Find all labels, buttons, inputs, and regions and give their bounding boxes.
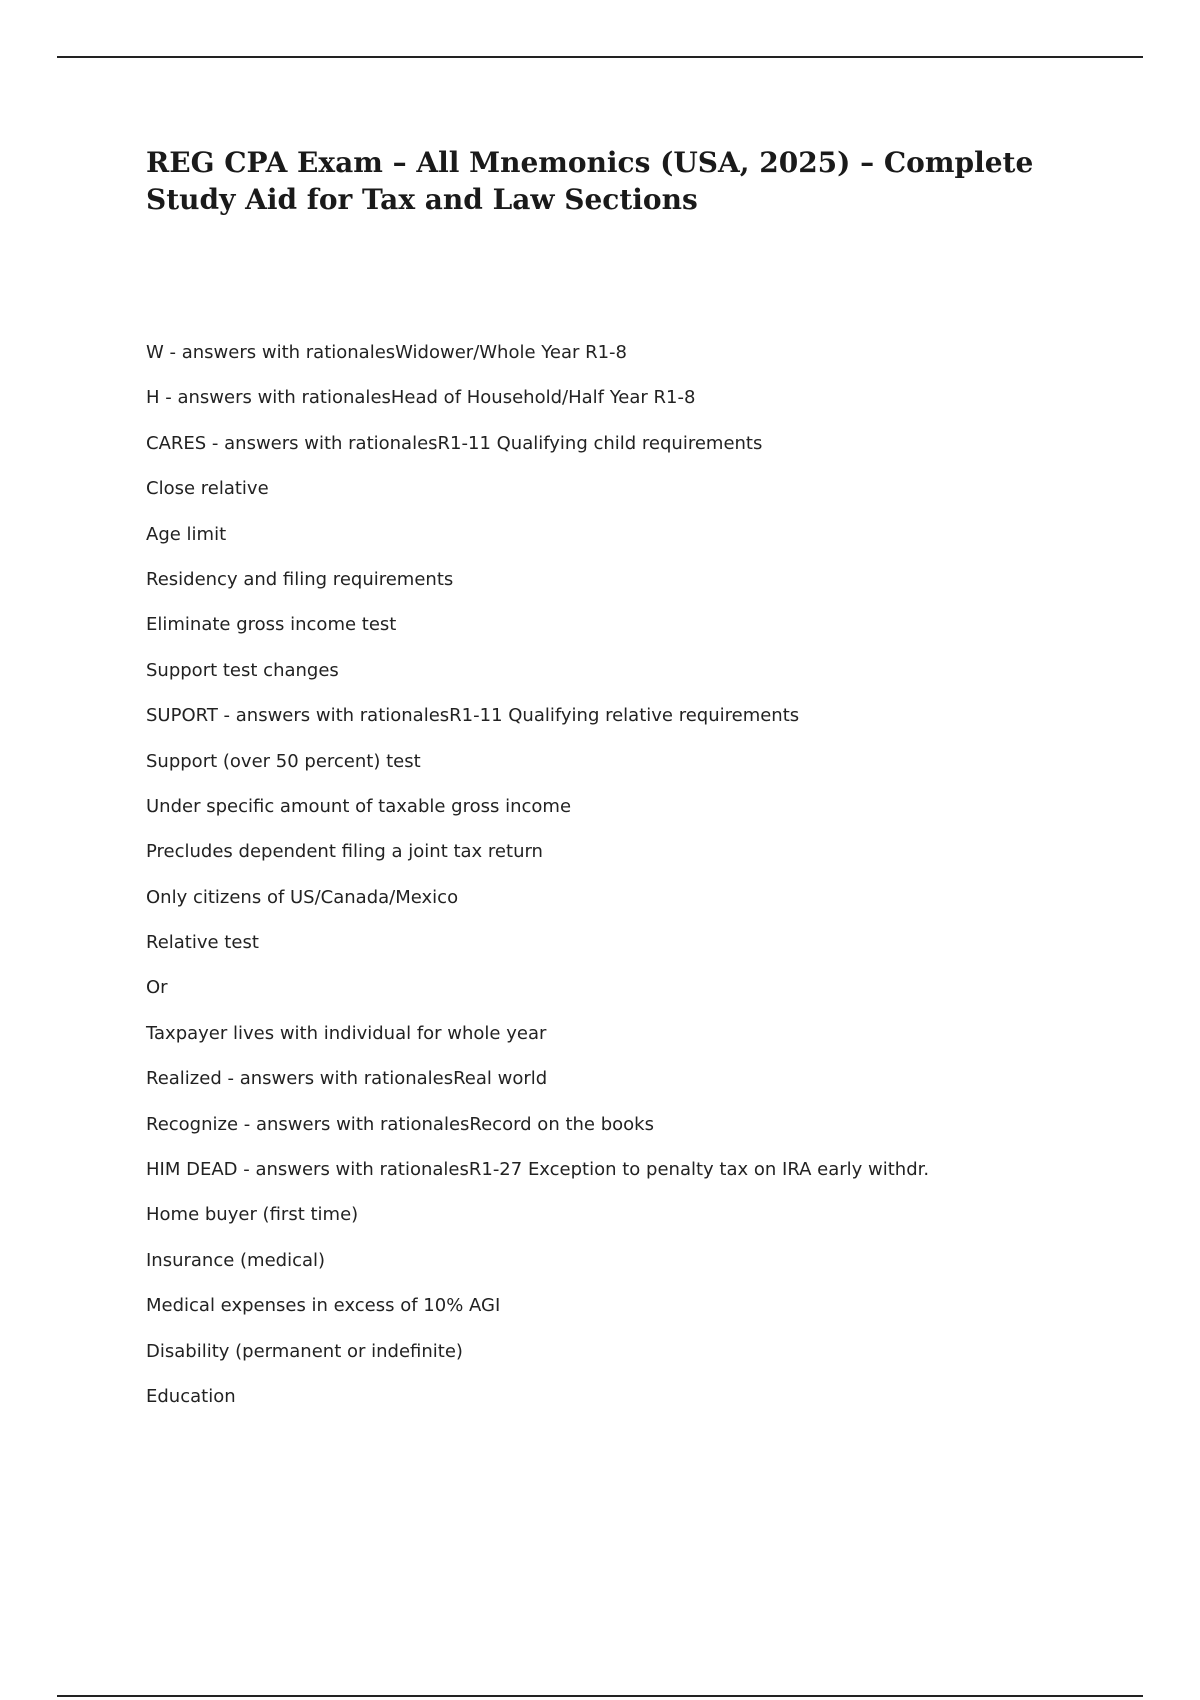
list-item: Home buyer (first time) <box>146 1204 359 1226</box>
list-item: Eliminate gross income test <box>146 614 397 636</box>
list-item: Insurance (medical) <box>146 1249 326 1271</box>
list-item: Relative test <box>146 932 259 954</box>
list-item: Precludes dependent filing a joint tax return <box>146 841 543 863</box>
list-item: Support test changes <box>146 659 339 681</box>
mnemonic-list <box>146 338 1106 1427</box>
top-rule <box>57 56 1143 58</box>
document-title: REG CPA Exam – All Mnemonics (USA, 2025) – Complete Study Aid for Tax and Law Sections <box>146 146 1034 216</box>
list-item: Medical expenses in excess of 10% AGI <box>146 1295 501 1317</box>
list-item: H - answers with rationalesHead of Household/Half Year R1-8 <box>146 387 696 409</box>
list-item: Taxpayer lives with individual for whole year <box>146 1022 547 1044</box>
list-item: Close relative <box>146 478 269 500</box>
list-item: Or <box>146 977 168 999</box>
list-item: Age limit <box>146 523 227 545</box>
list-item: CARES - answers with rationalesR1-11 Qualifying child requirements <box>146 432 763 454</box>
list-item: Residency and filing requirements <box>146 568 454 590</box>
list-item: W - answers with rationalesWidower/Whole Year R1-8 <box>146 342 628 363</box>
list-item: Realized - answers with rationalesReal world <box>146 1068 548 1090</box>
list-item: HIM DEAD - answers with rationalesR1-27 Exception to penalty tax on IRA early withdr. <box>146 1159 930 1181</box>
bottom-rule <box>57 1695 1143 1697</box>
list-item: Disability (permanent or indefinite) <box>146 1340 463 1362</box>
list-item: Support (over 50 percent) test <box>146 750 421 772</box>
list-item: Recognize - answers with rationalesRecord on the books <box>146 1113 654 1135</box>
list-item: SUPORT - answers with rationalesR1-11 Qualifying relative requirements <box>146 705 800 727</box>
list-item: Under specific amount of taxable gross income <box>146 795 572 817</box>
list-item: Only citizens of US/Canada/Mexico <box>146 886 459 908</box>
list-item: Education <box>146 1385 236 1407</box>
